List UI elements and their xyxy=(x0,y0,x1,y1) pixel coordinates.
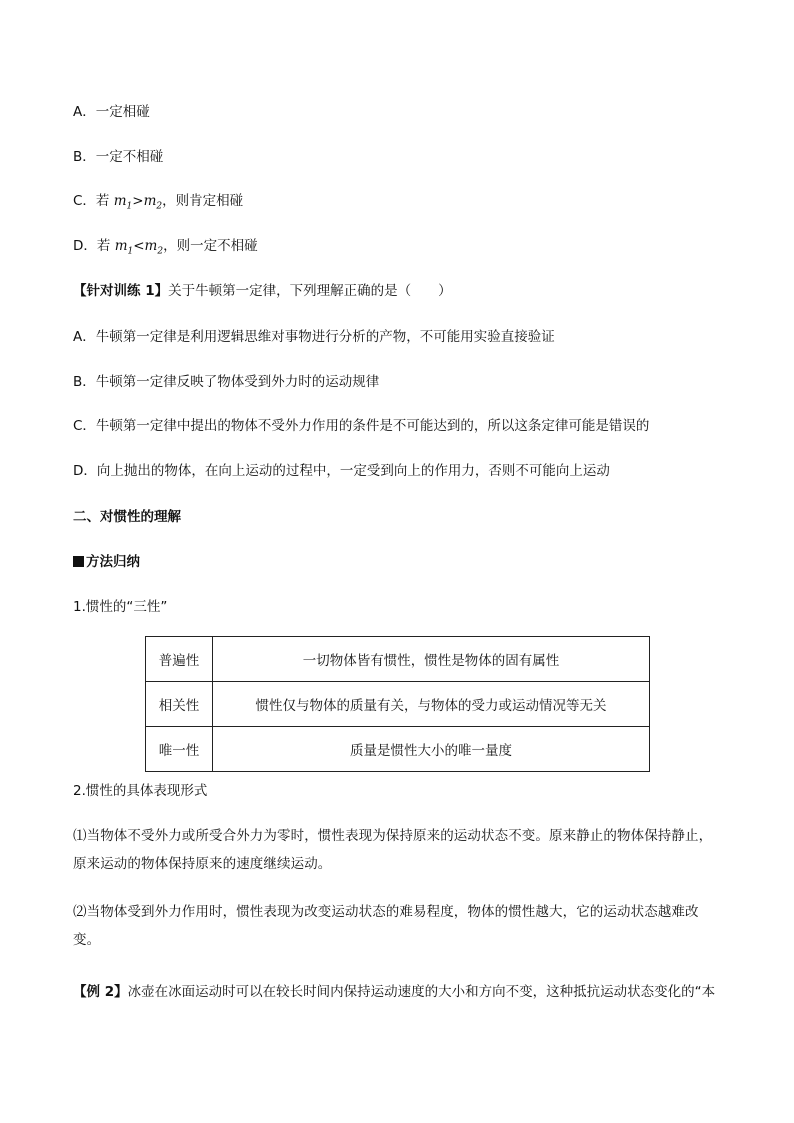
paragraph-1: ⑴当物体不受外力或所受合外力为零时，惯性表现为保持原来的运动状态不变。原来静止的物体保持静止，原来运动的物体保持原来的速度继续运动。 xyxy=(73,828,713,872)
table-key-cell: 普遍性 xyxy=(146,637,213,682)
training-1-question xyxy=(73,281,724,301)
var-m2: $m_2$ xyxy=(144,238,164,257)
option-d-prefix: D．若 xyxy=(73,238,115,254)
option-d-suffix: ，则一定不相碰 xyxy=(163,238,258,254)
option-b: B．一定不相碰 xyxy=(73,149,164,165)
item-1-heading: 1.惯性的“三性” xyxy=(73,599,168,615)
table-row xyxy=(146,727,650,772)
method-summary-label: 方法归纳 xyxy=(86,554,140,570)
table-value-cell: 质量是惯性大小的唯一量度 xyxy=(213,727,650,772)
training-1-text: 关于牛顿第一定律，下列理解正确的是（ ） xyxy=(168,283,452,299)
training-1-option-a: A．牛顿第一定律是利用逻辑思维对事物进行分析的产物，不可能用实验直接验证 xyxy=(73,329,555,345)
table-row xyxy=(146,637,650,682)
option-d xyxy=(73,236,724,256)
var-m1: $m_1$ xyxy=(113,193,133,212)
op-gt: > xyxy=(132,193,144,209)
method-summary-heading xyxy=(73,552,724,572)
paragraph-2: ⑵当物体受到外力作用时，惯性表现为改变运动状态的难易程度，物体的惯性越大，它的运动状态越难改变。 xyxy=(73,904,699,948)
training-1-option-d: D．向上抛出的物体，在向上运动的过程中，一定受到向上的作用力，否则不可能向上运动 xyxy=(73,463,610,479)
option-a: A．一定相碰 xyxy=(73,104,150,120)
example-2 xyxy=(73,982,734,1002)
option-c-suffix: ，则肯定相碰 xyxy=(162,193,244,209)
var-m2: $m_2$ xyxy=(143,193,163,212)
example-2-tag: 【例 2】 xyxy=(73,984,128,1000)
item-2-heading: 2.惯性的具体表现形式 xyxy=(73,783,208,799)
op-lt: < xyxy=(133,238,145,254)
table-key-cell: 相关性 xyxy=(146,682,213,727)
table-value-cell: 惯性仅与物体的质量有关，与物体的受力或运动情况等无关 xyxy=(213,682,650,727)
training-1-tag: 【针对训练 1】 xyxy=(73,283,169,299)
training-1-option-b: B．牛顿第一定律反映了物体受到外力时的运动规律 xyxy=(73,374,380,390)
var-m1: $m_1$ xyxy=(114,238,134,257)
example-2-text: 冰壶在冰面运动时可以在较长时间内保持运动速度的大小和方向不变，这种抵抗运动状态变化的“本 xyxy=(127,984,716,1000)
option-c xyxy=(73,191,724,211)
table-key-cell: 唯一性 xyxy=(146,727,213,772)
training-1-option-c: C．牛顿第一定律中提出的物体不受外力作用的条件是不可能达到的，所以这条定律可能是错误的 xyxy=(73,418,650,434)
option-c-prefix: C．若 xyxy=(73,193,114,209)
section-2-heading: 二、对惯性的理解 xyxy=(73,509,181,525)
table-value-cell: 一切物体皆有惯性，惯性是物体的固有属性 xyxy=(213,637,650,682)
inertia-properties-table xyxy=(145,636,650,772)
table-row xyxy=(146,682,650,727)
black-square-icon xyxy=(73,556,84,567)
